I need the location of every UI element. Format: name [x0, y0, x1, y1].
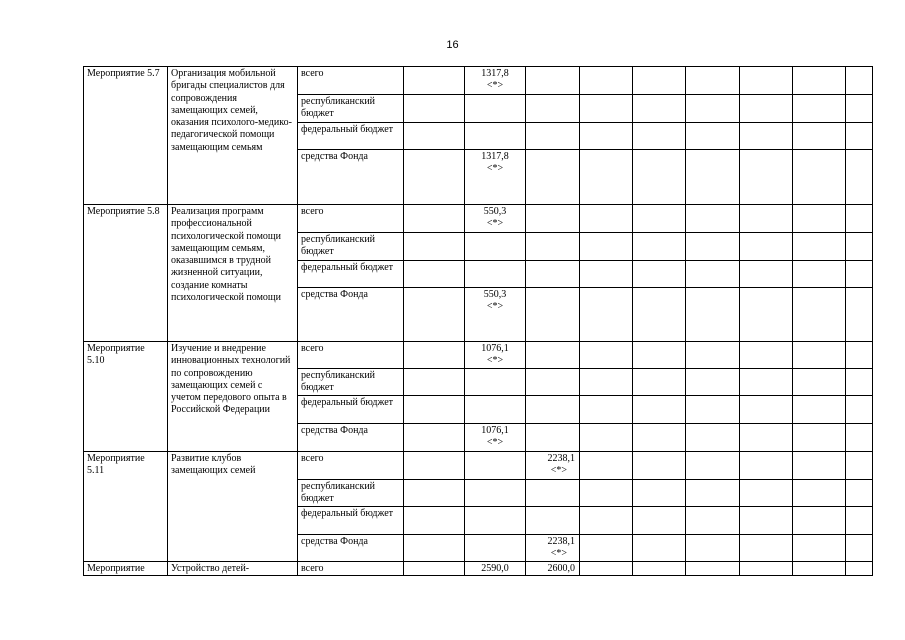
activity-code: Мероприятие 5.11: [84, 452, 168, 562]
activity-code: Мероприятие 5.10: [84, 342, 168, 452]
value-cell: [404, 67, 465, 95]
value-cell: 2600,0: [526, 562, 580, 576]
value-cell: [465, 452, 526, 480]
funding-source: средства Фонда: [298, 288, 404, 342]
activity-name: Организация мобильной бригады специалистов для сопровождения замещающих семей, оказания психолого-медико-педагогической помощи замещающим семьям: [168, 67, 298, 205]
table-row: [84, 342, 873, 369]
footnote-mark: <*>: [550, 465, 567, 477]
value-cell: [404, 535, 465, 562]
funding-source: республиканский бюджет: [298, 95, 404, 123]
value-cell: [404, 205, 465, 233]
footnote-mark: <*>: [486, 163, 504, 175]
funding-source: всего: [298, 205, 404, 233]
value-cell: [404, 452, 465, 480]
value-cell: 1076,1 <*>: [465, 424, 526, 452]
funding-source: средства Фонда: [298, 535, 404, 562]
footnote-mark: <*>: [550, 548, 567, 560]
funding-source: всего: [298, 67, 404, 95]
value-cell: 1317,8 <*>: [465, 150, 526, 205]
funding-source: средства Фонда: [298, 424, 404, 452]
funding-source: средства Фонда: [298, 150, 404, 205]
page-number: 16: [446, 39, 459, 51]
activity-code: Мероприятие 5.8: [84, 205, 168, 342]
funding-source: республиканский бюджет: [298, 233, 404, 261]
activity-code: Мероприятие 5.7: [84, 67, 168, 205]
activity-name: Устройство детей-: [168, 562, 298, 576]
value-cell: [404, 424, 465, 452]
table-row: [84, 452, 873, 480]
value-cell: [404, 562, 465, 576]
value-cell: 2238,1 <*>: [526, 452, 580, 480]
funding-source: федеральный бюджет: [298, 396, 404, 424]
funding-source: федеральный бюджет: [298, 261, 404, 288]
value-cell: 550,3 <*>: [465, 205, 526, 233]
activity-name: Изучение и внедрение инновационных технологий по сопровождению замещающих семей с учетом передового опыта в Российской Федерации: [168, 342, 298, 452]
footnote-mark: <*>: [486, 301, 504, 313]
funding-source: федеральный бюджет: [298, 507, 404, 535]
value-cell: 2590,0: [465, 562, 526, 576]
activity-code: Мероприятие: [84, 562, 168, 576]
value-cell: 2238,1 <*>: [526, 535, 580, 562]
activity-name: Реализация программ профессиональной психологической помощи замещающим семьям, оказавшимся в трудной жизненной ситуации, создание комнаты психологической помощи: [168, 205, 298, 342]
funding-source: республиканский бюджет: [298, 480, 404, 507]
funding-source: всего: [298, 452, 404, 480]
table-row: [84, 562, 873, 576]
value-cell: 1317,8 <*>: [465, 67, 526, 95]
value-cell: 1076,1 <*>: [465, 342, 526, 369]
value-cell: 550,3 <*>: [465, 288, 526, 342]
footnote-mark: <*>: [486, 218, 504, 230]
funding-source: всего: [298, 562, 404, 576]
footnote-mark: <*>: [486, 80, 504, 92]
budget-table: [83, 66, 873, 576]
value-cell: [404, 150, 465, 205]
funding-source: всего: [298, 342, 404, 369]
value-cell: [404, 342, 465, 369]
value-cell: [526, 67, 580, 95]
footnote-mark: <*>: [486, 355, 504, 367]
activity-name: Развитие клубов замещающих семей: [168, 452, 298, 562]
footnote-mark: <*>: [486, 437, 504, 449]
value-cell: [465, 535, 526, 562]
funding-source: федеральный бюджет: [298, 123, 404, 150]
table-row: [84, 67, 873, 95]
table-row: [84, 205, 873, 233]
funding-source: республиканский бюджет: [298, 369, 404, 396]
value-cell: [404, 288, 465, 342]
